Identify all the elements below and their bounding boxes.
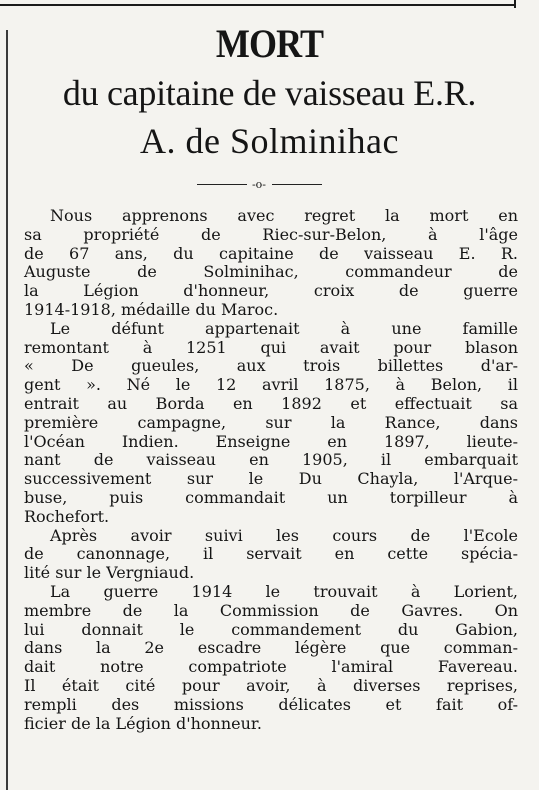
headline-subtitle: du capitaine de vaisseau E.R. [62,73,477,113]
article-line: remontant à 1251 qui avait pour blason [24,337,518,357]
article-line: lité sur le Vergniaud. [24,563,195,583]
article-line: lui donnait le commandement du Gabion, [24,619,518,639]
separator-line-right [272,184,322,185]
article-line: Nous apprenons avec regret la mort en [50,206,518,225]
headline-name: A. de Solminihac [140,121,399,161]
article-line: l'Océan Indien. Enseigne en 1897, lieute- [24,431,518,451]
article-line: de 67 ans, du capitaine de vaisseau E. R. [24,243,518,263]
headline-mort: MORT [215,21,324,66]
separator-ornament: -o- [251,178,267,191]
article-line: La guerre 1914 le trouvait à Lorient, [50,581,518,601]
headline-separator [0,180,539,190]
article-line: dans la 2e escadre légère que comman- [24,638,518,658]
article-body [24,207,518,733]
article-line: dait notre compatriote l'amiral Favereau. [24,657,518,677]
article-line: ficier de la Légion d'honneur. [24,713,262,733]
article-line: successivement sur le Du Chayla, l'Arque- [24,469,518,489]
article-line: la Légion d'honneur, croix de guerre [24,281,518,301]
article-line: nant de vaisseau en 1905, il embarquait [24,450,518,470]
article-line: Le défunt appartenait à une famille [50,318,518,338]
article-line: buse, puis commandait un torpilleur à [24,487,518,507]
article-line: 1914-1918, médaille du Maroc. [24,299,279,319]
top-corner-rule [514,0,516,8]
article-line: rempli des missions délicates et fait of- [24,694,518,714]
article-line: première campagne, sur la Rance, dans [24,412,518,432]
separator-line-left [197,184,247,185]
article-line: Après avoir suivi les cours de l'Ecole [50,525,518,545]
article-line: membre de la Commission de Gavres. On [24,600,518,620]
article-line: Rochefort. [24,506,110,526]
top-border-rule [0,4,514,6]
article-line: « De gueules, aux trois billettes d'ar- [24,356,518,376]
article-line: Il était cité pour avoir, à diverses reprises, [24,675,518,695]
article-line: sa propriété de Riec-sur-Belon, à l'âge [24,224,518,244]
article-line: gent ». Né le 12 avril 1875, à Belon, il [24,375,518,395]
article-line: entrait au Borda en 1892 et effectuait sa [24,393,518,413]
article-line: Auguste de Solminihac, commandeur de [24,262,518,282]
article-line: de canonnage, il servait en cette spécia- [24,544,518,564]
